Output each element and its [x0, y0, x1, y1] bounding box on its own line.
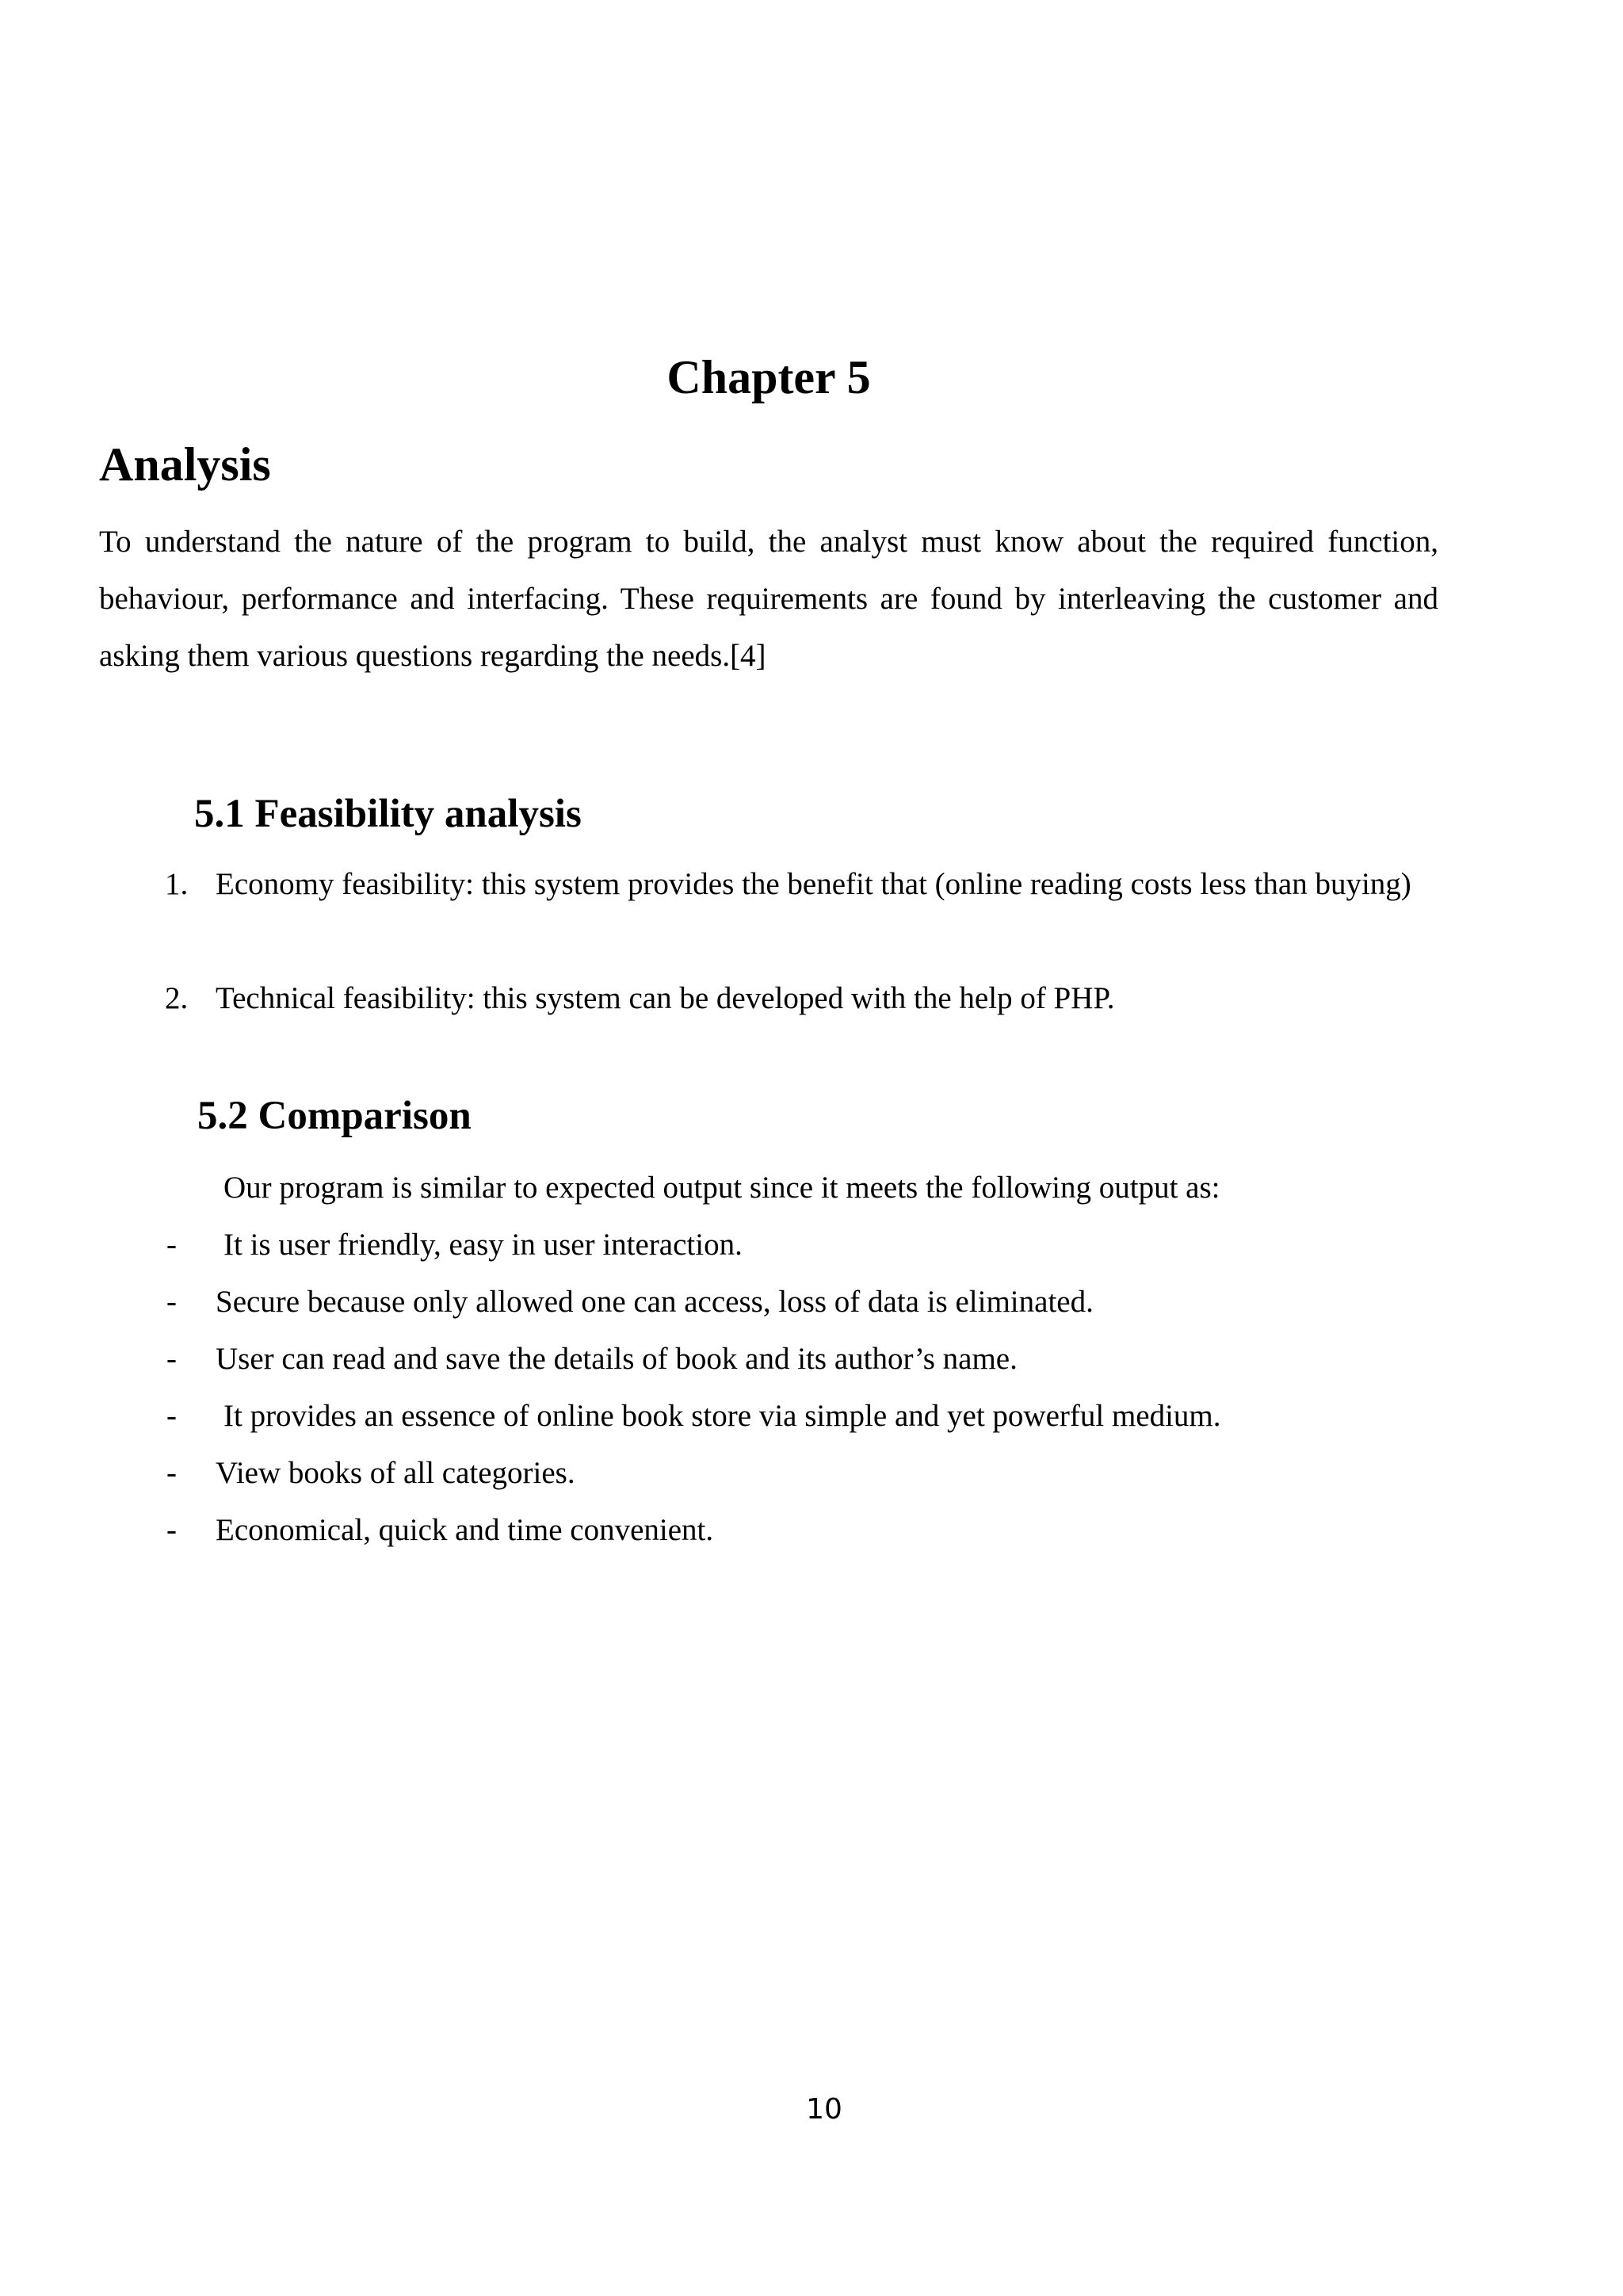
- bullet-item: [166, 1445, 575, 1502]
- bullet-marker: -: [166, 1228, 177, 1262]
- bullet-text: Economical, quick and time convenient.: [216, 1513, 714, 1547]
- bullet-text: It provides an essence of online book store via simple and yet powerful medium.: [223, 1399, 1221, 1433]
- bullet-item: [166, 1388, 1221, 1445]
- bullet-text: Secure because only allowed one can access, loss of data is eliminated.: [216, 1285, 1094, 1319]
- intro-paragraph: To understand the nature of the program to build, the analyst must know about the required function, behaviour, performance and interfacing. These requirements are found by interleaving the customer and asking them various questions regarding the needs.[4]: [99, 525, 1438, 673]
- bullet-marker: -: [166, 1342, 177, 1376]
- list-item-text: Economy feasibility: this system provides the benefit that (online reading costs less than buying): [216, 867, 1411, 901]
- bullet-item: [166, 1331, 1018, 1388]
- bullet-marker: -: [166, 1285, 177, 1319]
- comparison-heading: 5.2 Comparison: [197, 1094, 472, 1138]
- list-item-text: Technical feasibility: this system can be developed with the help of PHP.: [216, 981, 1115, 1015]
- bullet-item: [166, 1502, 713, 1559]
- chapter-title: Chapter 5: [666, 351, 871, 403]
- page-number: 10: [806, 2093, 842, 2126]
- bullet-text: View books of all categories.: [216, 1456, 575, 1490]
- list-item: [165, 970, 1438, 1027]
- bullet-item: [166, 1217, 743, 1274]
- bullet-item: [166, 1274, 1094, 1331]
- feasibility-heading: 5.1 Feasibility analysis: [194, 792, 582, 836]
- bullet-text: It is user friendly, easy in user interaction.: [223, 1228, 743, 1262]
- bullet-marker: -: [166, 1399, 177, 1433]
- bullet-marker: -: [166, 1513, 177, 1547]
- bullet-text: User can read and save the details of book and its author’s name.: [216, 1342, 1018, 1376]
- list-item-number: 1.: [165, 867, 189, 901]
- comparison-intro: Our program is similar to expected output since it meets the following output as:: [223, 1171, 1220, 1205]
- section-title: Analysis: [99, 438, 271, 491]
- list-item: [165, 856, 1438, 913]
- bullet-marker: -: [166, 1456, 177, 1490]
- list-item-number: 2.: [165, 981, 189, 1015]
